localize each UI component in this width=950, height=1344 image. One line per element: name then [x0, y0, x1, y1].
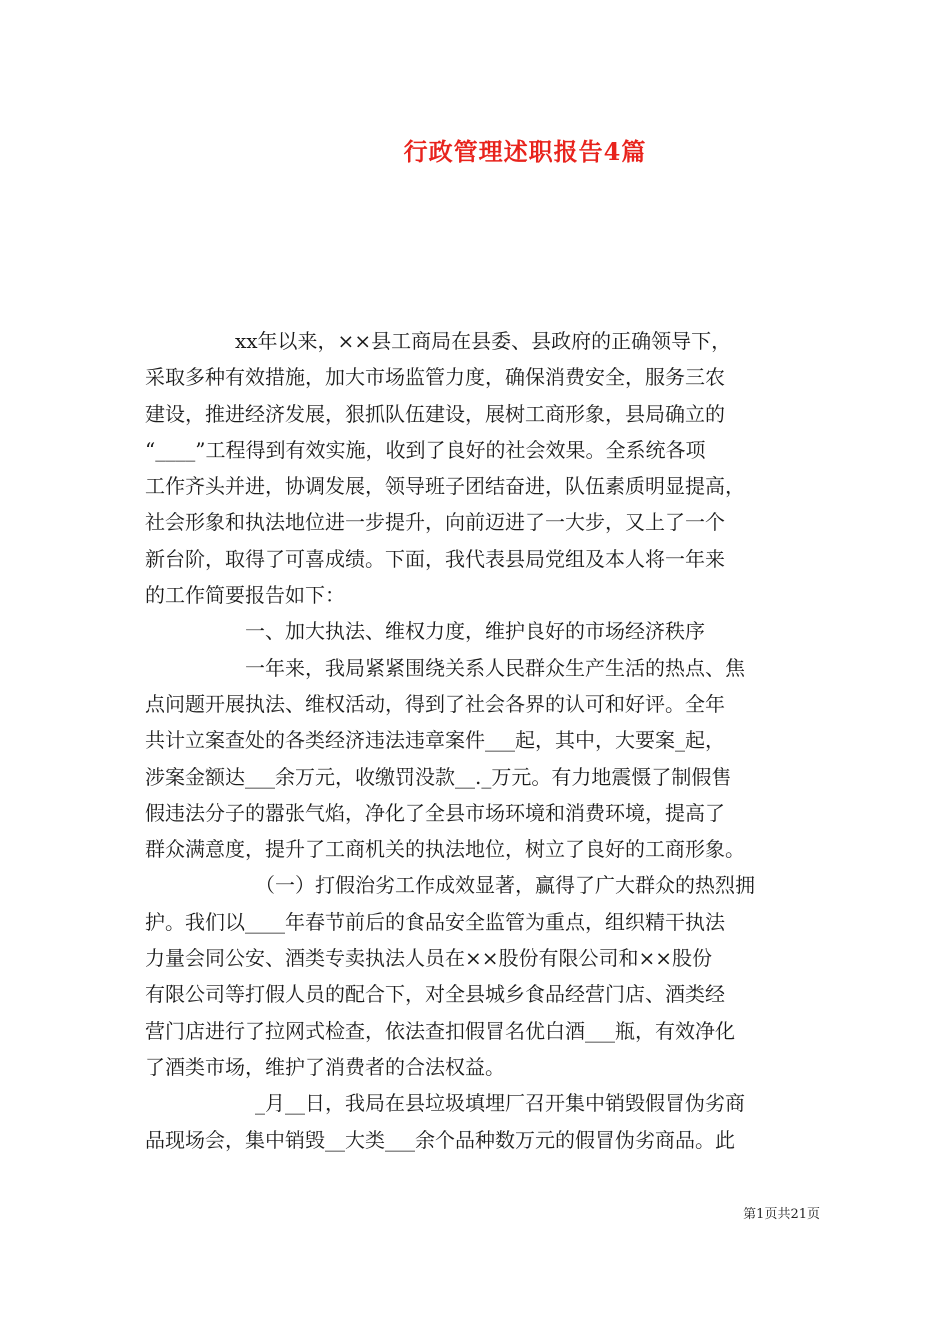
paragraph-line: 采取多种有效措施，加大市场监管力度，确保消费安全，服务三农	[145, 365, 725, 390]
paragraph-line: 新台阶，取得了可喜成绩。下面，我代表县局党组及本人将一年来	[145, 546, 725, 571]
paragraph-line: _月__日，我局在县垃圾填埋厂召开集中销毁假冒伪劣商	[255, 1091, 745, 1116]
paragraph-line: 了酒类市场，维护了消费者的合法权益。	[145, 1054, 505, 1079]
paragraph-line: 力量会同公安、酒类专卖执法人员在××股份有限公司和××股份	[145, 946, 713, 971]
document-title: 行政管理述职报告4篇	[403, 137, 647, 166]
document-body	[145, 323, 810, 1158]
paragraph-line: xx年以来，××县工商局在县委、县政府的正确领导下，	[235, 329, 732, 353]
paragraph-line: 假违法分子的嚣张气焰，净化了全县市场环境和消费环境，提高了	[145, 800, 725, 825]
paragraph-line: 社会形象和执法地位进一步提升，向前迈进了一大步，又上了一个	[145, 510, 725, 535]
paragraph-line: 护。我们以____年春节前后的食品安全监管为重点，组织精干执法	[145, 909, 725, 934]
paragraph-line: 点问题开展执法、维权活动，得到了社会各界的认可和好评。全年	[145, 691, 725, 716]
paragraph-line: 共计立案查处的各类经济违法违章案件___起，其中，大要案_起，	[145, 728, 725, 753]
paragraph-line: 工作齐头并进，协调发展，领导班子团结奋进，队伍素质明显提高，	[145, 474, 745, 499]
paragraph-line: “____”工程得到有效实施，收到了良好的社会效果。全系统各项	[145, 437, 706, 462]
page-number: 第1页共21页	[743, 1207, 820, 1222]
subsection-line: （一）打假治劣工作成效显著，赢得了广大群众的热烈拥	[255, 873, 755, 898]
paragraph-line: 涉案金额达___余万元，收缴罚没款__._万元。有力地震慑了制假售	[145, 764, 732, 789]
paragraph-line: 一年来，我局紧紧围绕关系人民群众生产生活的热点、焦	[245, 655, 745, 680]
paragraph-line: 建设，推进经济发展，狠抓队伍建设，展树工商形象，县局确立的	[145, 401, 725, 426]
paragraph-line: 的工作简要报告如下：	[145, 583, 345, 608]
paragraph-line: 品现场会，集中销毁__大类___余个品种数万元的假冒伪劣商品。此	[145, 1127, 735, 1152]
paragraph-line: 有限公司等打假人员的配合下，对全县城乡食品经营门店、酒类经	[145, 982, 725, 1007]
paragraph-line: 群众满意度，提升了工商机关的执法地位，树立了良好的工商形象。	[145, 837, 745, 862]
section-heading: 一、加大执法、维权力度，维护良好的市场经济秩序	[245, 619, 705, 644]
paragraph-line: 营门店进行了拉网式检查，依法查扣假冒名优白酒___瓶，有效净化	[145, 1018, 735, 1043]
